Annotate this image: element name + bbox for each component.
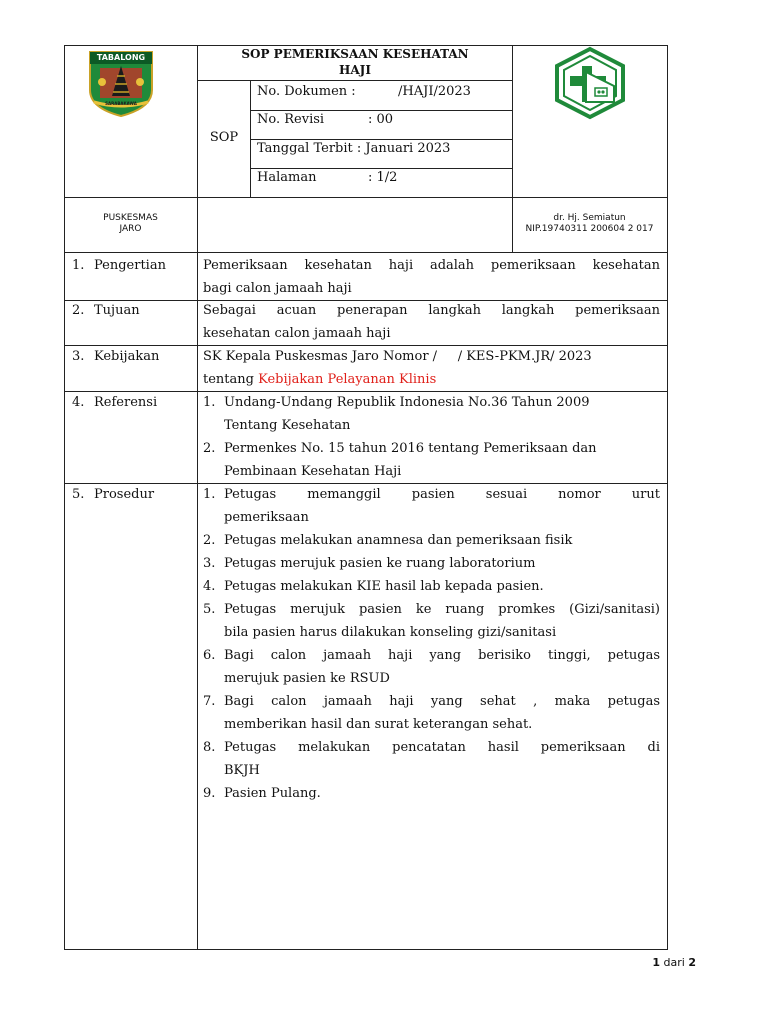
item-number: 3. bbox=[203, 556, 216, 571]
document-title bbox=[198, 46, 512, 78]
item-number: 5. bbox=[203, 602, 216, 617]
section-text bbox=[203, 299, 660, 345]
page-label: Halaman bbox=[257, 170, 317, 185]
procedure-list bbox=[200, 483, 660, 805]
text-line: bagi calon jamaah haji bbox=[203, 281, 352, 296]
revision bbox=[257, 108, 507, 131]
page-total: 2 bbox=[688, 956, 696, 969]
item-number: 4. bbox=[203, 579, 216, 594]
list-item bbox=[200, 529, 660, 552]
item-line: merujuk pasien ke RSUD bbox=[224, 671, 390, 686]
page-footer bbox=[600, 956, 696, 970]
item-line: memberikan hasil dan surat keterangan sehat. bbox=[224, 717, 533, 732]
item-line: Petugas merujuk pasien ke ruang promkes (Gizi/sanitasi) bbox=[224, 602, 660, 617]
list-item bbox=[200, 782, 660, 805]
section-number: 5. bbox=[72, 487, 85, 502]
item-number: 2. bbox=[203, 533, 216, 548]
list-item bbox=[200, 391, 660, 437]
doc-number bbox=[257, 80, 507, 103]
text-line: Pemeriksaan kesehatan haji adalah pemeriksaan kesehatan bbox=[203, 258, 660, 273]
item-line: BKJH bbox=[224, 763, 260, 778]
page-current: 1 bbox=[652, 956, 661, 969]
tabalong-logo bbox=[86, 46, 156, 118]
list-item bbox=[200, 644, 660, 690]
signer-name: dr. Hj. Semiatun bbox=[553, 213, 626, 223]
policy-prefix: tentang bbox=[203, 372, 259, 387]
section-label: Kebijakan bbox=[94, 349, 160, 364]
text-line: SK Kepala Puskesmas Jaro Nomor / / KES-PKM.JR/ 2023 bbox=[203, 349, 592, 364]
section-label: Tujuan bbox=[94, 303, 140, 318]
sop-label: SOP bbox=[209, 130, 239, 145]
issue-date: Tanggal Terbit : Januari 2023 bbox=[257, 141, 451, 156]
doc-number-label: No. Dokumen : bbox=[257, 84, 356, 99]
item-line: Permenkes No. 15 tahun 2016 tentang Pemeriksaan dan bbox=[224, 441, 597, 456]
item-line: Petugas melakukan pencatatan hasil pemeriksaan di bbox=[224, 740, 660, 755]
puskesmas-logo bbox=[552, 46, 628, 120]
revision-value: : 00 bbox=[368, 112, 394, 127]
item-number: 8. bbox=[203, 740, 216, 755]
item-line: Undang-Undang Republik Indonesia No.36 Tahun 2009 bbox=[224, 395, 590, 410]
signer-block bbox=[512, 213, 667, 235]
section-number: 2. bbox=[72, 303, 85, 318]
text-line: kesehatan calon jamaah haji bbox=[203, 326, 391, 341]
doc-number-value: /HAJI/2023 bbox=[398, 84, 471, 99]
item-line: bila pasien harus dilakukan konseling gizi/sanitasi bbox=[224, 625, 557, 640]
item-number: 1. bbox=[203, 487, 216, 502]
puskesmas-emblem-icon bbox=[552, 46, 628, 120]
page-info bbox=[257, 166, 507, 189]
item-number: 6. bbox=[203, 648, 216, 663]
list-item bbox=[200, 736, 660, 782]
list-item bbox=[200, 690, 660, 736]
item-line: Tentang Kesehatan bbox=[224, 418, 351, 433]
list-item bbox=[200, 598, 660, 644]
item-number: 1. bbox=[203, 395, 216, 410]
section-number: 3. bbox=[72, 349, 85, 364]
list-item bbox=[200, 552, 660, 575]
policy-title: Kebijakan Pelayanan Klinis bbox=[258, 372, 437, 387]
section-label: Referensi bbox=[94, 395, 158, 410]
item-line: Pasien Pulang. bbox=[224, 786, 321, 801]
section-number: 1. bbox=[72, 258, 85, 273]
item-line: Petugas melakukan KIE hasil lab kepada pasien. bbox=[224, 579, 544, 594]
logo-label: TABALONG bbox=[96, 53, 146, 62]
item-line: pemeriksaan bbox=[224, 510, 309, 525]
list-item bbox=[200, 483, 660, 529]
title-line-2: HAJI bbox=[339, 63, 371, 77]
page-value: : 1/2 bbox=[368, 170, 398, 185]
list-item bbox=[200, 575, 660, 598]
signer-nip: NIP.19740311 200604 2 017 bbox=[525, 224, 654, 234]
section-number: 4. bbox=[72, 395, 85, 410]
logo-motto: SARABAKAWA bbox=[105, 101, 137, 106]
item-line: Petugas melakukan anamnesa dan pemeriksaan fisik bbox=[224, 533, 573, 548]
page-separator: dari bbox=[660, 956, 689, 969]
item-line: Pembinaan Kesehatan Haji bbox=[224, 464, 402, 479]
text-line bbox=[203, 368, 660, 391]
item-number: 2. bbox=[203, 441, 216, 456]
title-line-1: SOP PEMERIKSAAN KESEHATAN bbox=[241, 47, 469, 61]
revision-label: No. Revisi bbox=[257, 112, 325, 127]
item-line: Bagi calon jamaah haji yang berisiko tinggi, petugas bbox=[224, 648, 660, 663]
item-line: Bagi calon jamaah haji yang sehat , maka petugas bbox=[224, 694, 660, 709]
item-number: 7. bbox=[203, 694, 216, 709]
item-line: Petugas merujuk pasien ke ruang laboratorium bbox=[224, 556, 536, 571]
section-text bbox=[203, 345, 660, 391]
org-line-1: PUSKESMAS bbox=[103, 213, 158, 223]
section-text bbox=[203, 254, 660, 300]
item-line: Petugas memanggil pasien sesuai nomor urut bbox=[224, 487, 660, 502]
org-line-2: JARO bbox=[119, 224, 142, 234]
text-line: Sebagai acuan penerapan langkah langkah pemeriksaan bbox=[203, 303, 660, 318]
section-label: Prosedur bbox=[94, 487, 155, 502]
organization-name bbox=[64, 213, 197, 235]
item-number: 9. bbox=[203, 786, 216, 801]
list-item bbox=[200, 437, 660, 483]
section-label: Pengertian bbox=[94, 258, 166, 273]
reference-list bbox=[200, 391, 660, 483]
